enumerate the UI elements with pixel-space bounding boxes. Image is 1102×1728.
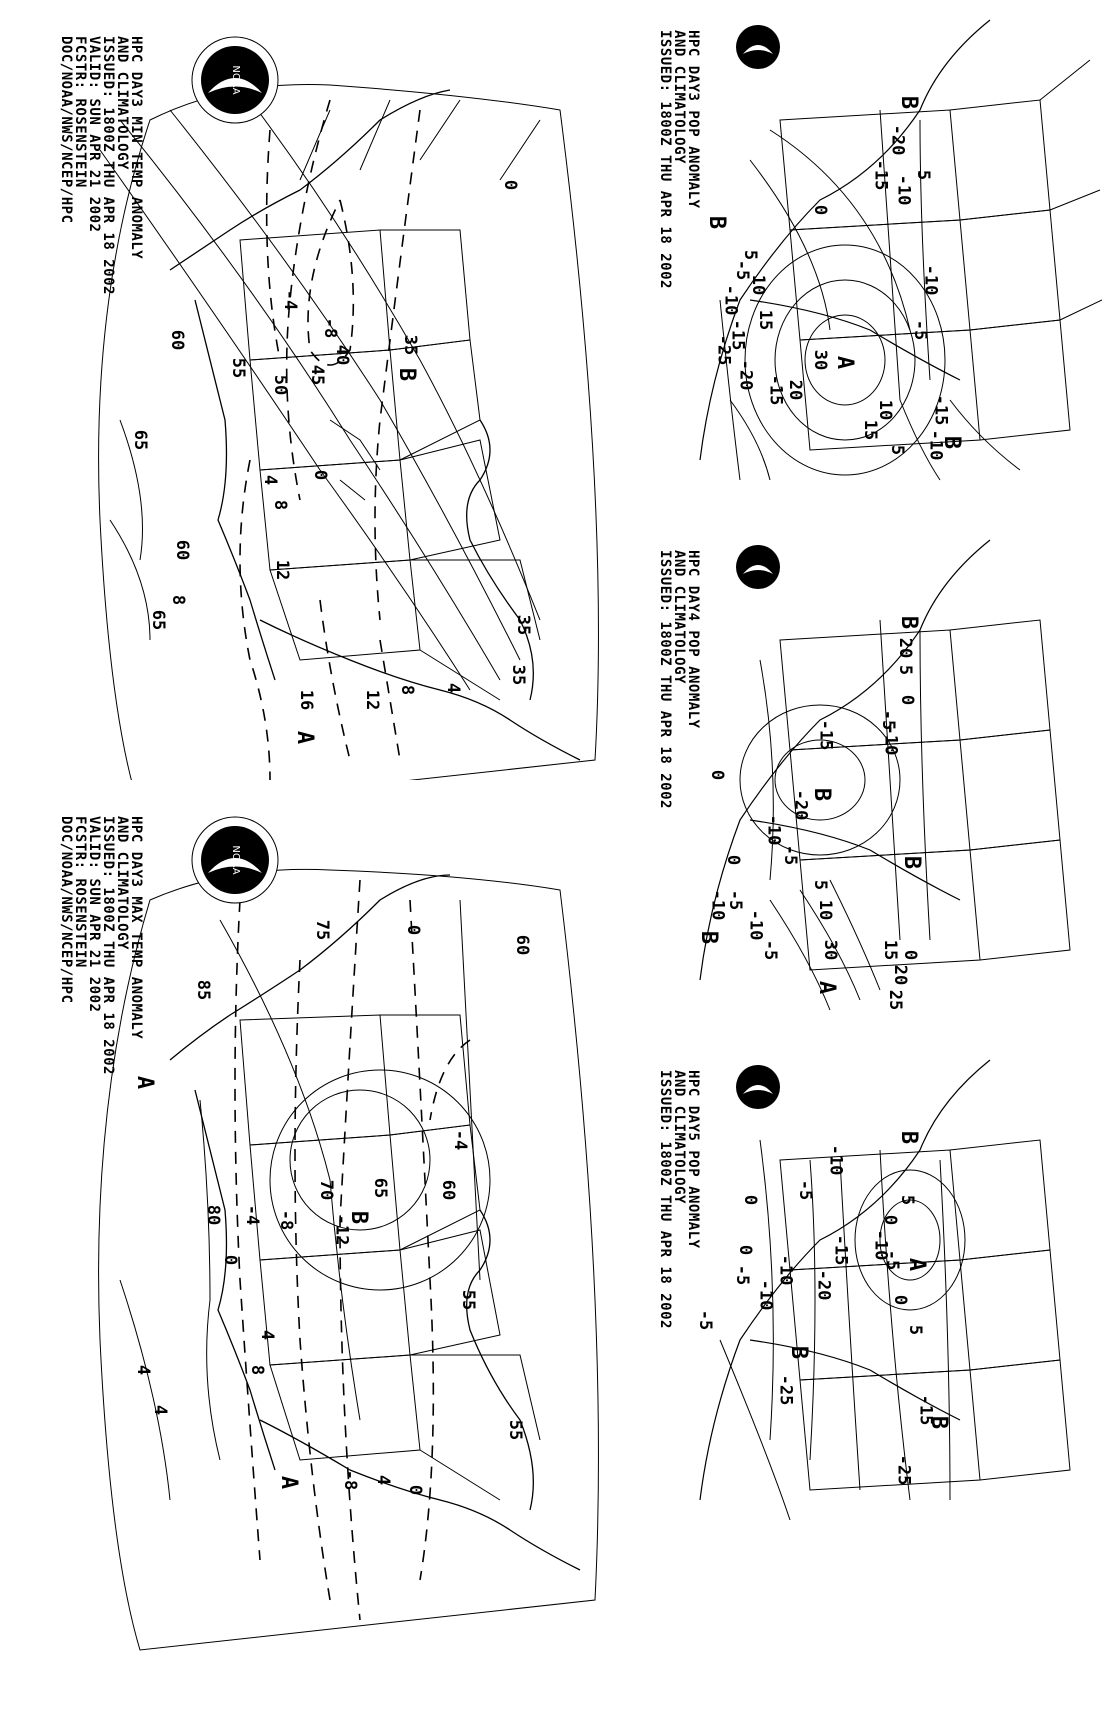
contour-label: -5 — [725, 889, 746, 911]
high-center-marker: A — [814, 980, 840, 995]
contour-label: -8 — [276, 1209, 297, 1231]
high-center-marker: A — [904, 1257, 930, 1272]
low-center-marker: B — [939, 435, 965, 450]
contour-label: 10 — [875, 399, 896, 421]
contour-label: 60 — [438, 1179, 459, 1201]
contour-label: -8 — [320, 317, 341, 339]
svg-text:NOAA: NOAA — [230, 65, 241, 95]
contour-label: -15 — [765, 374, 786, 406]
contour-label: -25 — [775, 1374, 796, 1406]
contour-label: -10 — [925, 429, 946, 461]
contour-label: -10 — [755, 1279, 776, 1311]
high-center-marker: A — [132, 1075, 158, 1090]
contour-label: 80 — [203, 1204, 224, 1226]
contour-label: -5 — [760, 939, 781, 961]
contour-label: 0 — [220, 1254, 241, 1266]
noaa-logo-icon — [735, 1064, 781, 1110]
contour-label: -5 — [732, 259, 753, 281]
contour-label: -20 — [813, 1269, 834, 1301]
contour-label: 70 — [316, 1179, 337, 1201]
contour-label: 20 — [890, 964, 911, 986]
day3-max-temp-map: HPC DAY3 MAX TEMP ANOMALY AND CLIMATOLOGY ISSUED: 1800Z THU APR 18 2002 VALID: SUN APR 21 2002 FCSTR: ROSENSTEIN DOC/NOAA/NWS/NCEP/HPC NOAA 75 0 60 85 A -4 60 65 B 70 -12 -8 -4 80 0 4 8 4 4 55 55 A -8 4 0 — [0, 780, 620, 1728]
low-center-marker: B — [786, 1345, 812, 1360]
contour-label: -15 — [870, 159, 891, 191]
contour-label: 16 — [296, 689, 317, 711]
contour-label: 40 — [332, 344, 353, 366]
contour-label: 8 — [397, 684, 418, 696]
contour-label: -15 — [727, 319, 748, 351]
contour-label: 50 — [270, 374, 291, 396]
contour-label: -4 — [450, 1129, 471, 1151]
contour-label: 55 — [228, 357, 249, 379]
contour-label: 35 — [508, 664, 529, 686]
contour-label: 75 — [312, 919, 333, 941]
contour-label: -5 — [780, 844, 801, 866]
contour-label: 5 — [913, 169, 934, 181]
contour-label: 5 — [810, 879, 831, 891]
high-center-marker: A — [832, 355, 858, 370]
contour-label: 4 — [133, 1364, 154, 1376]
day5-pop-map: HPC DAY5 POP ANOMALY AND CLIMATOLOGY ISSUED: 1800Z THU APR 18 2002 B -10 -5 0 0 5 0 -5 -10 -15 -20 -10 B -25 -5 0 5 A -15 -25 B -5 -10 — [620, 1040, 1102, 1560]
contour-label: 60 — [172, 539, 193, 561]
contour-label: 8 — [168, 594, 189, 606]
contour-label: 10 — [815, 899, 836, 921]
low-center-marker: B — [696, 930, 722, 945]
contour-label: 15 — [755, 309, 776, 331]
high-center-marker: A — [292, 730, 318, 745]
low-center-marker: B — [394, 367, 420, 382]
contour-label: 0 — [405, 1484, 426, 1496]
contour-label: 60 — [167, 329, 188, 351]
contour-label: -10 — [720, 284, 741, 316]
contour-label: -4 — [242, 1204, 263, 1226]
contour-label: 0 — [310, 469, 331, 481]
day3-min-temp-map: HPC DAY3 MIN TEMP ANOMALY AND CLIMATOLOGY ISSUED: 1800Z THU APR 18 2002 VALID: SUN APR 21 2002 FCSTR: ROSENSTEIN DOC/NOAA/NWS/NCEP/HPC NOAA 0 -4 -8 40 35 B 50 45 55 60 65 4 0 8 12 60 8 65 16 A 12 8 35 35 4 — [0, 0, 620, 860]
noaa-logo-icon — [190, 815, 280, 905]
low-center-marker: B — [896, 615, 922, 630]
contour-label: -20 — [790, 789, 811, 821]
contour-label: 12 — [272, 559, 293, 581]
contour-label: -10 — [825, 1144, 846, 1176]
contour-label: 0 — [810, 204, 831, 216]
contour-label: 55 — [458, 1289, 479, 1311]
low-center-marker: B — [899, 855, 925, 870]
contour-label: 5 — [905, 1324, 926, 1336]
day3-pop-map: HPC DAY3 POP ANOMALY AND CLIMATOLOGY ISSUED: 1800Z THU APR 18 2002 B -20 -15 -10 5 0 B 5 10 15 -5 -10 -15 -20 -25 A 30 20 -15 -10 -5 10 15 -15 B -10 5 — [620, 0, 1102, 520]
contour-label: 8 — [270, 499, 291, 511]
contour-label: -15 — [930, 394, 951, 426]
contour-label: -10 — [707, 889, 728, 921]
contour-label: 8 — [247, 1364, 268, 1376]
contour-label: 35 — [513, 614, 534, 636]
contour-label: 0 — [707, 769, 728, 781]
contour-label: 30 — [820, 939, 841, 961]
contour-label: 5 — [740, 249, 761, 261]
contour-label: -20 — [887, 124, 908, 156]
svg-text:NOAA: NOAA — [230, 845, 241, 875]
contour-label: -10 — [775, 1254, 796, 1286]
low-center-marker: B — [346, 1210, 372, 1225]
contour-label: 4 — [443, 682, 464, 694]
contour-label: -5 — [732, 1264, 753, 1286]
contour-label: 20 — [895, 637, 916, 659]
contour-label: 5 — [887, 444, 908, 456]
contour-label: -12 — [331, 1214, 352, 1246]
low-center-marker: B — [896, 95, 922, 110]
contour-label: -15 — [915, 1394, 936, 1426]
contour-label: 5 — [897, 1194, 918, 1206]
high-center-marker: A — [276, 1475, 302, 1490]
contour-label: 0 — [897, 694, 918, 706]
contour-label: -10 — [870, 1229, 891, 1261]
contour-label: 15 — [880, 939, 901, 961]
contour-label: 4 — [373, 1474, 394, 1486]
contour-label: 0 — [735, 1244, 756, 1256]
contour-label: 0 — [740, 1194, 761, 1206]
contour-label: 0 — [500, 179, 521, 191]
contour-label: 4 — [150, 1404, 171, 1416]
low-center-marker: B — [704, 215, 730, 230]
contour-label: -5 — [695, 1309, 716, 1331]
contour-label: -5 — [878, 709, 899, 731]
contour-label: 20 — [785, 379, 806, 401]
contour-label: -15 — [815, 719, 836, 751]
contour-label: -25 — [893, 1454, 914, 1486]
contour-label: 35 — [400, 334, 421, 356]
contour-label: -10 — [880, 724, 901, 756]
contour-label: 0 — [890, 1294, 911, 1306]
contour-label: -4 — [280, 289, 301, 311]
contour-label: 65 — [130, 429, 151, 451]
contour-label: 12 — [362, 689, 383, 711]
contour-label: -20 — [735, 359, 756, 391]
contour-label: 0 — [880, 1214, 901, 1226]
contour-label: 0 — [403, 924, 424, 936]
contour-label: -15 — [830, 1234, 851, 1266]
contour-label: 5 — [895, 664, 916, 676]
contour-label: -10 — [745, 909, 766, 941]
day4-pop-map: HPC DAY4 POP ANOMALY AND CLIMATOLOGY ISSUED: 1800Z THU APR 18 2002 B 20 5 0 -5 -10 -15 B -20 -10 -5 0 0 -5 -10 B 5 10 15 20 25 30 A -5 -10 0 B — [620, 520, 1102, 1040]
noaa-logo-icon — [735, 544, 781, 590]
contour-label: -10 — [763, 814, 784, 846]
contour-label: 0 — [900, 949, 921, 961]
contour-label: 0 — [723, 854, 744, 866]
contour-label: 15 — [860, 419, 881, 441]
contour-label: -5 — [882, 1249, 903, 1271]
contour-label: -25 — [713, 334, 734, 366]
contour-label: -5 — [795, 1179, 816, 1201]
contour-label: -10 — [920, 264, 941, 296]
contour-label: -5 — [910, 319, 931, 341]
noaa-logo-icon — [735, 24, 781, 70]
contour-label: 10 — [748, 274, 769, 296]
contour-label: 45 — [307, 364, 328, 386]
contour-label: -10 — [893, 174, 914, 206]
low-center-marker: B — [896, 1130, 922, 1145]
contour-label: 65 — [370, 1177, 391, 1199]
contour-label: -8 — [340, 1469, 361, 1491]
low-center-marker: B — [809, 787, 835, 802]
contour-label: 4 — [257, 1329, 278, 1341]
low-center-marker: B — [926, 1415, 952, 1430]
contour-label: 60 — [512, 934, 533, 956]
contour-label: 65 — [148, 609, 169, 631]
contour-label: 55 — [505, 1419, 526, 1441]
contour-label: 30 — [810, 349, 831, 371]
noaa-logo-icon — [190, 35, 280, 125]
contour-label: 85 — [193, 979, 214, 1001]
contour-label: 25 — [885, 989, 906, 1011]
contour-label: 4 — [260, 474, 281, 486]
